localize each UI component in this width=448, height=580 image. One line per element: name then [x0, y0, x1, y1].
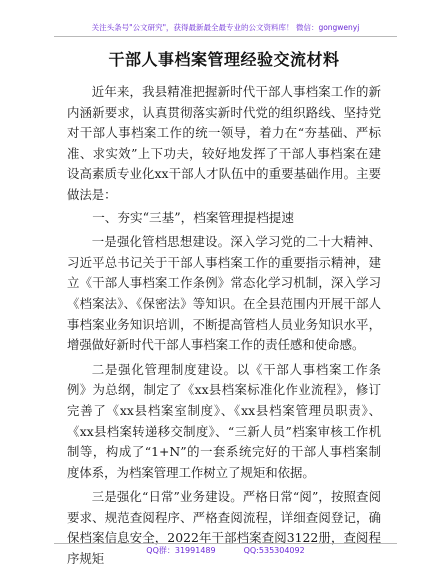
qq-text: QQ:535304092: [243, 546, 305, 555]
document-body: [67, 82, 381, 570]
paragraph-1: 一是强化管档思想建设。深入学习党的二十大精神、习近平总书记关于干部人事档案工作的重要指示精神，建立《干部人事档案工作条例》常态化学习机制，深入学习《档案法》、《保密法》等知识。在全县范围内开展干部人事档案业务知识培训，不断提高管档人员业务知识水平，增强做好新时代干部人事档案工作的责任感和使命感。: [67, 234, 381, 353]
document-title: 干部人事档案管理经验交流材料: [108, 50, 340, 69]
qq-group-text: QQ群：31991489: [146, 546, 216, 555]
header-banner: 关注头条号"公文研究"，获得最新最全最专业的公文资料库！ 微信：gongwenyj: [54, 22, 397, 37]
section-heading: 一、夯实“三基”，档案管理提档提速: [92, 209, 294, 225]
intro-paragraph: 近年来，我县精准把握新时代干部人事档案工作的新内涵新要求，认真贯彻落实新时代党的组织路线、坚持党对干部人事档案工作的统一领导，着力在“夯基础、严标准、求实效”上下功夫，较好地发挥了干部人事档案在建设高素质专业化xx干部人才队伍中的重要基础作用。主要做法是：: [67, 84, 381, 202]
paragraph-3: 三是强化“日常”业务建设。严格日常“阅”，按照查阅要求、规范查阅程序、严格查阅流程，详细查阅登记，确保档案信息安全，2022年干部档案查阅3122册，查阅程序规矩: [67, 489, 381, 567]
footer: [54, 543, 397, 560]
paragraph-2: 二是强化管理制度建设。以《干部人事档案工作条例》为总纲，制定了《xx县档案标准化作业流程》，修订完善了《xx县档案室制度》、《xx县档案管理员职责》、《xx县档案转递移交制度》、“三新人员”档案审核工作机制等，构成了“1+N”的一套系统完好的干部人事档案制度体系，为档案管理工作树立了规矩和依据。: [67, 361, 381, 480]
